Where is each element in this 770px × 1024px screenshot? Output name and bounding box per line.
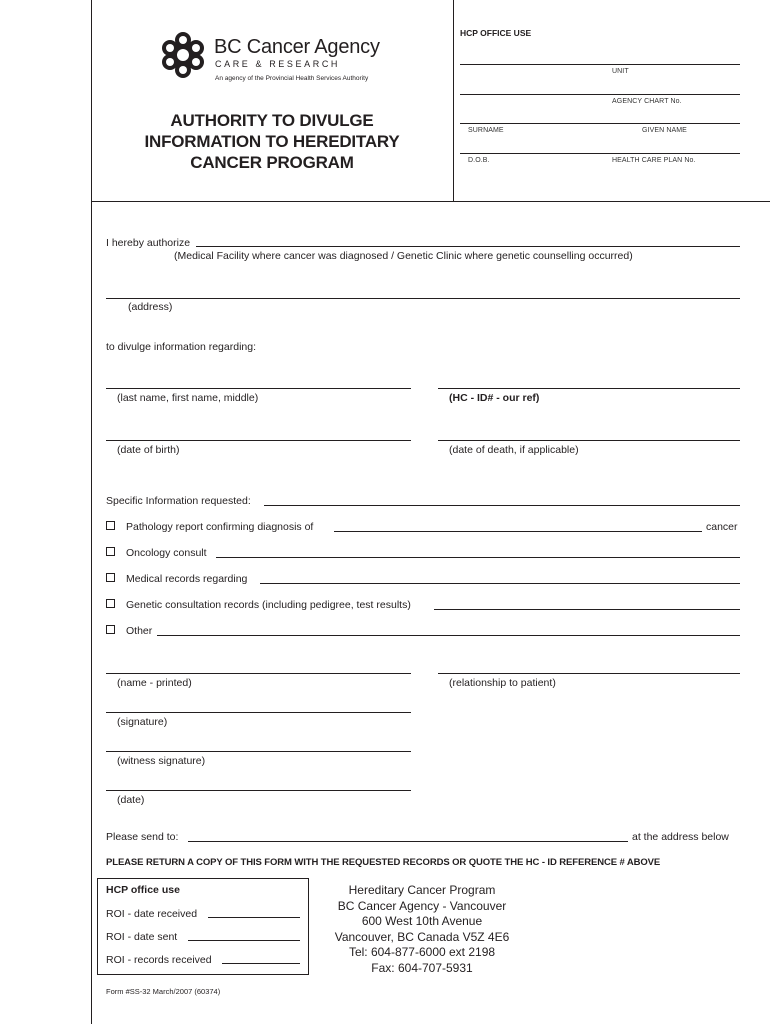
patient-name-field[interactable]: [106, 388, 411, 389]
witness-signature-caption: (witness signature): [117, 755, 206, 767]
witness-signature-field[interactable]: [106, 751, 411, 752]
dob-field[interactable]: [106, 440, 411, 441]
roi-date-sent-field[interactable]: [188, 940, 300, 941]
facility-field[interactable]: [196, 246, 740, 247]
header-divider: [453, 0, 454, 202]
health-care-plan-label: HEALTH CARE PLAN No.: [612, 157, 696, 164]
program-address: [322, 883, 522, 977]
other-label: Other: [126, 625, 153, 637]
patient-name-caption: (last name, first name, middle): [117, 392, 259, 404]
bc-cancer-logo-icon: [158, 30, 208, 80]
send-to-field[interactable]: [188, 841, 628, 842]
agency-subtitle: CARE & RESEARCH: [215, 59, 341, 69]
roi-date-received-field[interactable]: [208, 917, 300, 918]
cancer-suffix: cancer: [706, 521, 738, 533]
genetic-consultation-field[interactable]: [434, 609, 740, 610]
roi-records-received-label: ROI - records received: [106, 954, 212, 966]
address-line: Tel: 604-877-6000 ext 2198: [348, 945, 496, 960]
return-notice: PLEASE RETURN A COPY OF THIS FORM WITH THE REQUESTED RECORDS OR QUOTE THE HC - ID REFERENCE # ABOVE: [106, 857, 661, 868]
authorize-label: I hereby authorize: [106, 237, 191, 249]
genetic-consultation-checkbox[interactable]: [106, 599, 115, 608]
name-printed-field[interactable]: [106, 673, 411, 674]
signature-caption: (signature): [117, 716, 168, 728]
given-name-label: GIVEN NAME: [642, 127, 687, 134]
medical-records-field[interactable]: [260, 583, 740, 584]
dob-plan-field[interactable]: [460, 153, 740, 154]
please-send-label: Please send to:: [106, 831, 179, 843]
pathology-field[interactable]: [334, 531, 702, 532]
address-line: Vancouver, BC Canada V5Z 4E6: [334, 929, 510, 944]
address-field[interactable]: [106, 298, 740, 299]
address-line: Fax: 604-707-5931: [371, 960, 473, 975]
agency-tagline: An agency of the Provincial Health Services Authority: [215, 75, 369, 82]
divulge-label: to divulge information regarding:: [106, 341, 257, 353]
surname-label: SURNAME: [468, 127, 504, 134]
agency-chart-label: AGENCY CHART No.: [612, 98, 682, 105]
at-address-label: at the address below: [632, 831, 729, 843]
specific-info-label: Specific Information requested:: [106, 495, 251, 507]
dob-caption: (date of birth): [117, 444, 180, 456]
name-printed-caption: (name - printed): [117, 677, 192, 689]
pathology-label: Pathology report confirming diagnosis of: [126, 521, 314, 533]
header-bottom-border: [91, 201, 770, 202]
address-line: 600 West 10th Avenue: [361, 914, 483, 929]
oncology-field[interactable]: [216, 557, 740, 558]
genetic-consultation-label: Genetic consultation records (including pedigree, test results): [126, 599, 411, 611]
hc-id-caption: (HC - ID# - our ref): [449, 392, 540, 404]
oncology-checkbox[interactable]: [106, 547, 115, 556]
roi-date-received-label: ROI - date received: [106, 908, 198, 920]
address-caption: (address): [128, 301, 173, 313]
dod-field[interactable]: [438, 440, 740, 441]
agency-name: BC Cancer Agency: [214, 36, 380, 58]
medical-records-checkbox[interactable]: [106, 573, 115, 582]
relationship-caption: (relationship to patient): [449, 677, 556, 689]
other-checkbox[interactable]: [106, 625, 115, 634]
specific-info-field[interactable]: [264, 505, 740, 506]
medical-records-label: Medical records regarding: [126, 573, 248, 585]
dod-caption: (date of death, if applicable): [449, 444, 579, 456]
relationship-field[interactable]: [438, 673, 740, 674]
left-border: [91, 0, 92, 1024]
date-field[interactable]: [106, 790, 411, 791]
roi-records-received-field[interactable]: [222, 963, 300, 964]
facility-caption: (Medical Facility where cancer was diagnosed / Genetic Clinic where genetic counselling occurred): [174, 250, 633, 262]
roi-date-sent-label: ROI - date sent: [106, 931, 178, 943]
hc-id-field[interactable]: [438, 388, 740, 389]
hcp-office-heading: HCP OFFICE USE: [460, 28, 532, 38]
hcp-office-box-heading: HCP office use: [106, 884, 180, 896]
form-number: Form #SS-32 March/2007 (60374): [106, 987, 221, 996]
date-caption: (date): [117, 794, 145, 806]
signature-field[interactable]: [106, 712, 411, 713]
unit-label: UNIT: [612, 68, 629, 75]
unit-field[interactable]: [460, 64, 740, 65]
form-title: AUTHORITY TO DIVULGE INFORMATION TO HEREDITARY CANCER PROGRAM: [144, 111, 400, 172]
name-field[interactable]: [460, 123, 740, 124]
dob-label: D.O.B.: [468, 157, 490, 164]
agency-chart-field[interactable]: [460, 94, 740, 95]
address-line: BC Cancer Agency - Vancouver: [337, 898, 507, 913]
oncology-label: Oncology consult: [126, 547, 207, 559]
other-field[interactable]: [157, 635, 740, 636]
pathology-checkbox[interactable]: [106, 521, 115, 530]
address-line: Hereditary Cancer Program: [348, 883, 496, 897]
